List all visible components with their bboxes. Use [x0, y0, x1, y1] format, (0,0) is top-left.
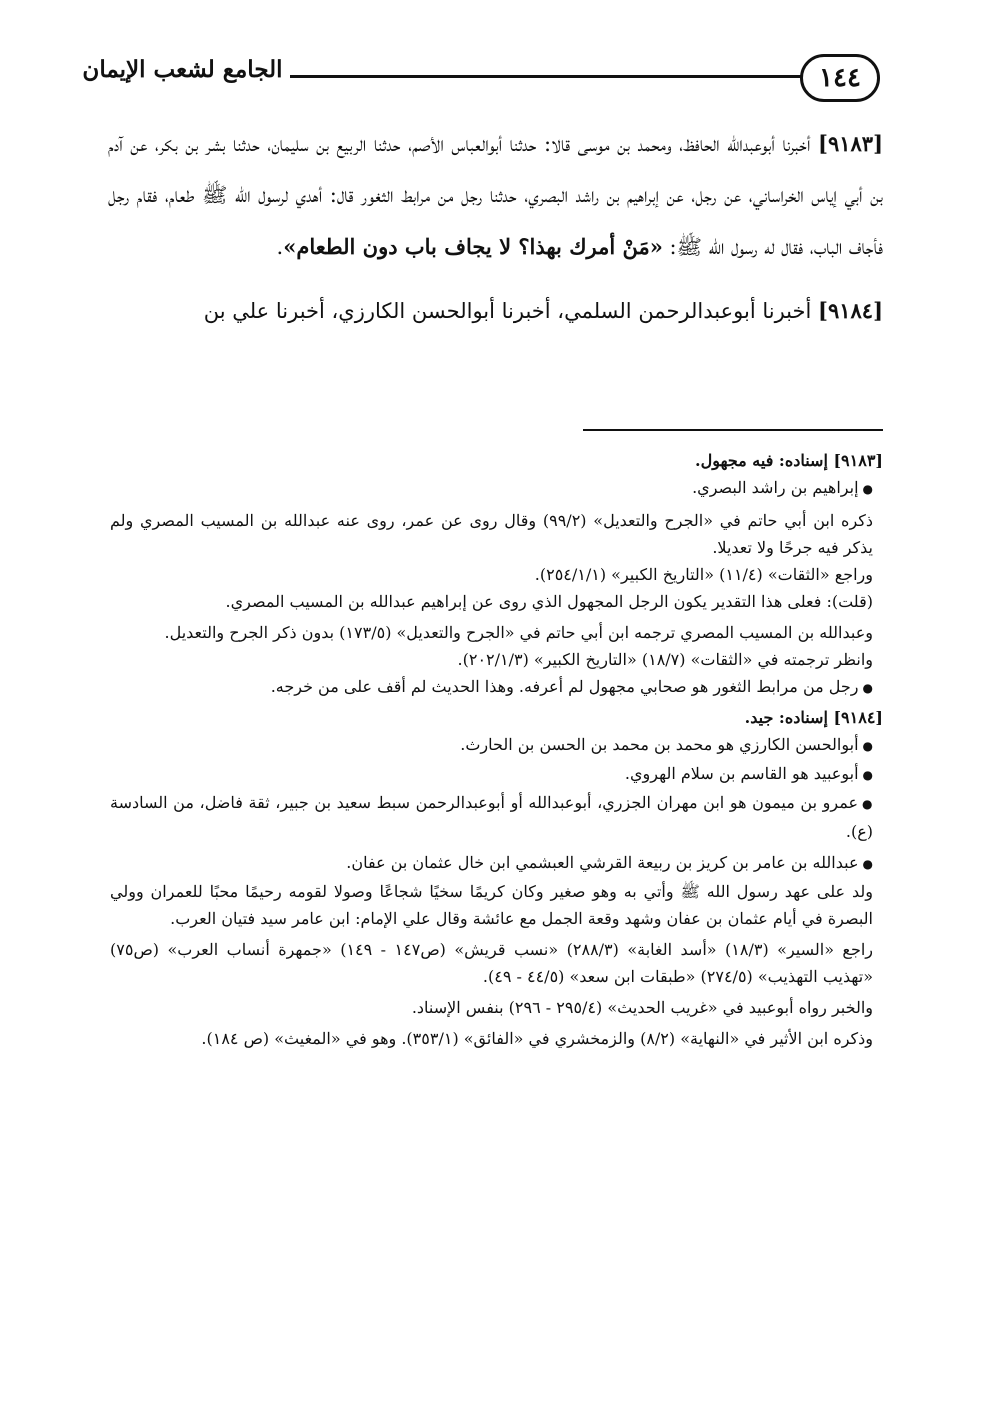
- footnote-bullet: ● إبراهيم بن راشد البصري.: [110, 474, 883, 503]
- hadith-text: أخبرنا أبوعبدالله الحافظ، ومحمد بن موسى قالا: حدثنا أبوالعباس الأصم، حدثنا الربيع بن سليمان، حدثنا بشر بن بكر، عن آدم بن أبي إياس الخراساني، عن رجل، عن إبراهيم بن راشد البصري، حدثنا رجل من مرابط الثغور قال: أهدي لرسول الله ﷺ طعام، فقام رجل فأجاف الباب، فقال له رسول الله ﷺ:: [108, 132, 883, 259]
- header-rule: [290, 75, 802, 78]
- footnote-bullet: ● رجل من مرابط الثغور هو صحابي مجهول لم أعرفه. وهذا الحديث لم أقف على من خرجه.: [110, 673, 883, 702]
- page-number: ١٤٤: [800, 54, 880, 102]
- footnote-separator: [583, 429, 883, 431]
- main-text: [108, 118, 883, 349]
- footnote-line: ذكره ابن أبي حاتم في «الجرح والتعديل» (٩٩/٢) وقال روى عن عمر، روى عنه عبدالله بن المسيب المصري ولم يذكر فيه جرحًا ولا تعديلا.: [110, 511, 874, 557]
- footnote-line: وراجع «الثقات» (١١/٤) «التاريخ الكبير» (٢٥٤/١/١).: [534, 565, 873, 584]
- footnote-bullet: ● أبوالحسن الكارزي هو محمد بن محمد بن الحسن بن الحارث.: [110, 731, 883, 760]
- hadith-9184: [108, 285, 883, 337]
- footnote-line: وذكره ابن الأثير في «النهاية» (٨/٢) والزمخشري في «الفائق» (٣٥٣/١). وهو في «المغيث» (ص ١٨٤).: [201, 1029, 873, 1048]
- footnote-line: راجع «السير» (١٨/٣) «أسد الغابة» (٢٨٨/٣) «نسب قريش» (ص١٤٧ - ١٤٩) «جمهرة أنساب العرب» (ص٧٥) «تهذيب التهذيب» (٢٧٤/٥) «طبقات ابن سعد» (٤٤/٥ - ٤٩).: [110, 940, 874, 986]
- footnote-line: (قلت): فعلى هذا التقدير يكون الرجل المجهول الذي روى عن إبراهيم عبدالله بن المسيب المصري.: [225, 592, 873, 611]
- footnote-bullet: ● أبوعبيد هو القاسم بن سلام الهروي.: [110, 760, 883, 789]
- footnote-heading: [٩١٨٣] إسناده: فيه مجهول.: [695, 451, 883, 470]
- book-title: الجامع لشعب الإيمان: [82, 56, 283, 83]
- footnote-line: ولد على عهد رسول الله ﷺ وأتي به وهو صغير وكان كريمًا سخيًا شجاعًا وصولا لقومه رحيمًا محبًا للعمران وولي البصرة في أيام عثمان بن عفان وشهد وقعة الجمل مع عائشة وقال علي الإمام: ابن عامر سيد فتيان العرب.: [110, 882, 874, 928]
- page-header: [80, 50, 880, 106]
- hadith-number: [٩١٨٣]: [818, 131, 883, 156]
- hadith-end: .: [276, 235, 284, 259]
- hadith-text: أخبرنا أبوعبدالرحمن السلمي، أخبرنا أبوالحسن الكارزي، أخبرنا علي بن: [203, 299, 818, 323]
- footnote-line: والخبر رواه أبوعبيد في «غريب الحديث» (٢٩٥/٤ - ٢٩٦) بنفس الإسناد.: [411, 998, 873, 1017]
- hadith-quote: «مَنْ أمرك بهذا؟ لا يجاف باب دون الطعام»: [283, 234, 663, 259]
- footnote-bullet: ● عمرو بن ميمون هو ابن مهران الجزري، أبوعبدالله أو أبوعبدالرحمن سبط سعيد بن جبير، ثقة فاضل، من السادسة (ع).: [110, 789, 883, 845]
- footnote-bullet: ● عبدالله بن عامر بن كريز بن ربيعة القرشي العبشمي ابن خال عثمان بن عفان.: [110, 849, 883, 878]
- footnote-heading: [٩١٨٤] إسناده: جيد.: [744, 708, 883, 727]
- footnote-line: وعبدالله بن المسيب المصري ترجمه ابن أبي حاتم في «الجرح والتعديل» (١٧٣/٥) بدون ذكر الجرح والتعديل.: [164, 623, 873, 642]
- hadith-number: [٩١٨٤]: [818, 298, 883, 323]
- footnotes: [110, 445, 883, 1052]
- hadith-9183: [108, 118, 883, 273]
- footnote-line: وانظر ترجمته في «الثقات» (١٨/٧) «التاريخ الكبير» (٢٠٢/١/٣).: [457, 650, 873, 669]
